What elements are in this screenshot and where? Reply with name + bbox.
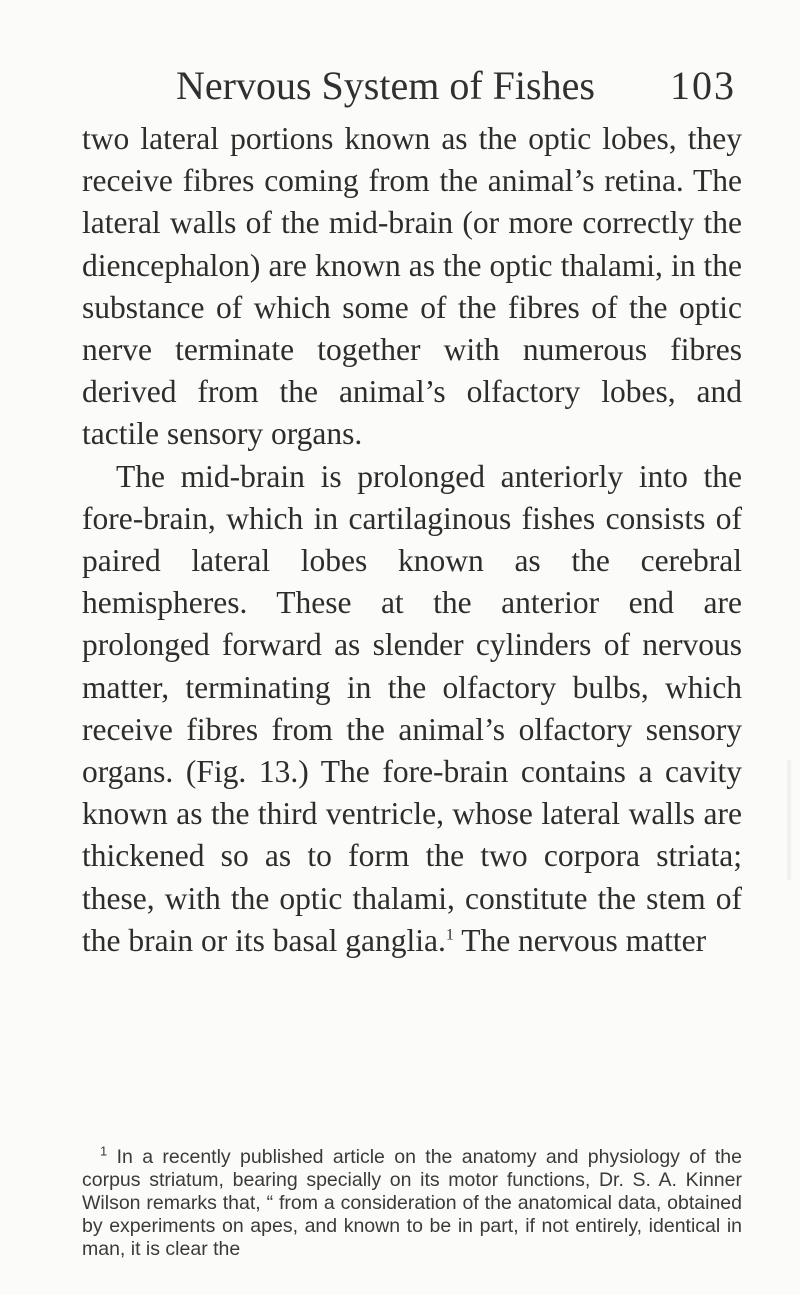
footnote-paragraph xyxy=(82,1143,742,1261)
paragraph-1: two lateral portions known as the optic lobes, they receive fibres coming from the animal’s retina. The lateral walls of the mid-brain (or more correctly the diencephalon) are known as the optic thalami, in the substance of which some of the fibres of the optic nerve terminate together with numerous fibres derived from the animal’s olfactory lobes, and tactile sensory organs. xyxy=(82,121,742,452)
page-number: 103 xyxy=(670,63,736,108)
footnote-reference[interactable]: 1 xyxy=(445,926,454,944)
footnote-text: In a recently published article on the anatomy and physiology of the corpus striatum, bearing specially on its motor functions, Dr. S. A. Kinner Wilson remarks that, “ from a consideration of the anatomical data, obtained by experiments on apes, and known to be in part, if not entirely, identical in man, it is clear the xyxy=(82,1146,742,1260)
body-text xyxy=(82,118,742,962)
paragraph-2-text: The mid-brain is prolonged anteriorly into the fore-brain, which in cartilaginous fishes consists of paired lateral lobes known as the cerebral hemispheres. These at the anterior end are prolonged forward as slender cylinders of nervous matter, terminating in the olfactory bulbs, which receive fibres from the animal’s olfactory sensory organs. (Fig. 13.) The fore-brain contains a cavity known as the third ventricle, whose lateral walls are thickened so as to form the two corpora striata; these, with the optic thalami, constitute the stem of the brain or its basal ganglia. xyxy=(82,458,742,958)
running-head xyxy=(176,62,736,118)
chapter-title: Nervous System of Fishes xyxy=(176,63,595,108)
paragraph-2 xyxy=(82,456,742,962)
footnote xyxy=(82,1143,742,1261)
paragraph-2-tail: The nervous matter xyxy=(453,922,707,958)
footnote-marker: 1 xyxy=(100,1143,108,1159)
page-edge-shadow xyxy=(786,760,792,880)
